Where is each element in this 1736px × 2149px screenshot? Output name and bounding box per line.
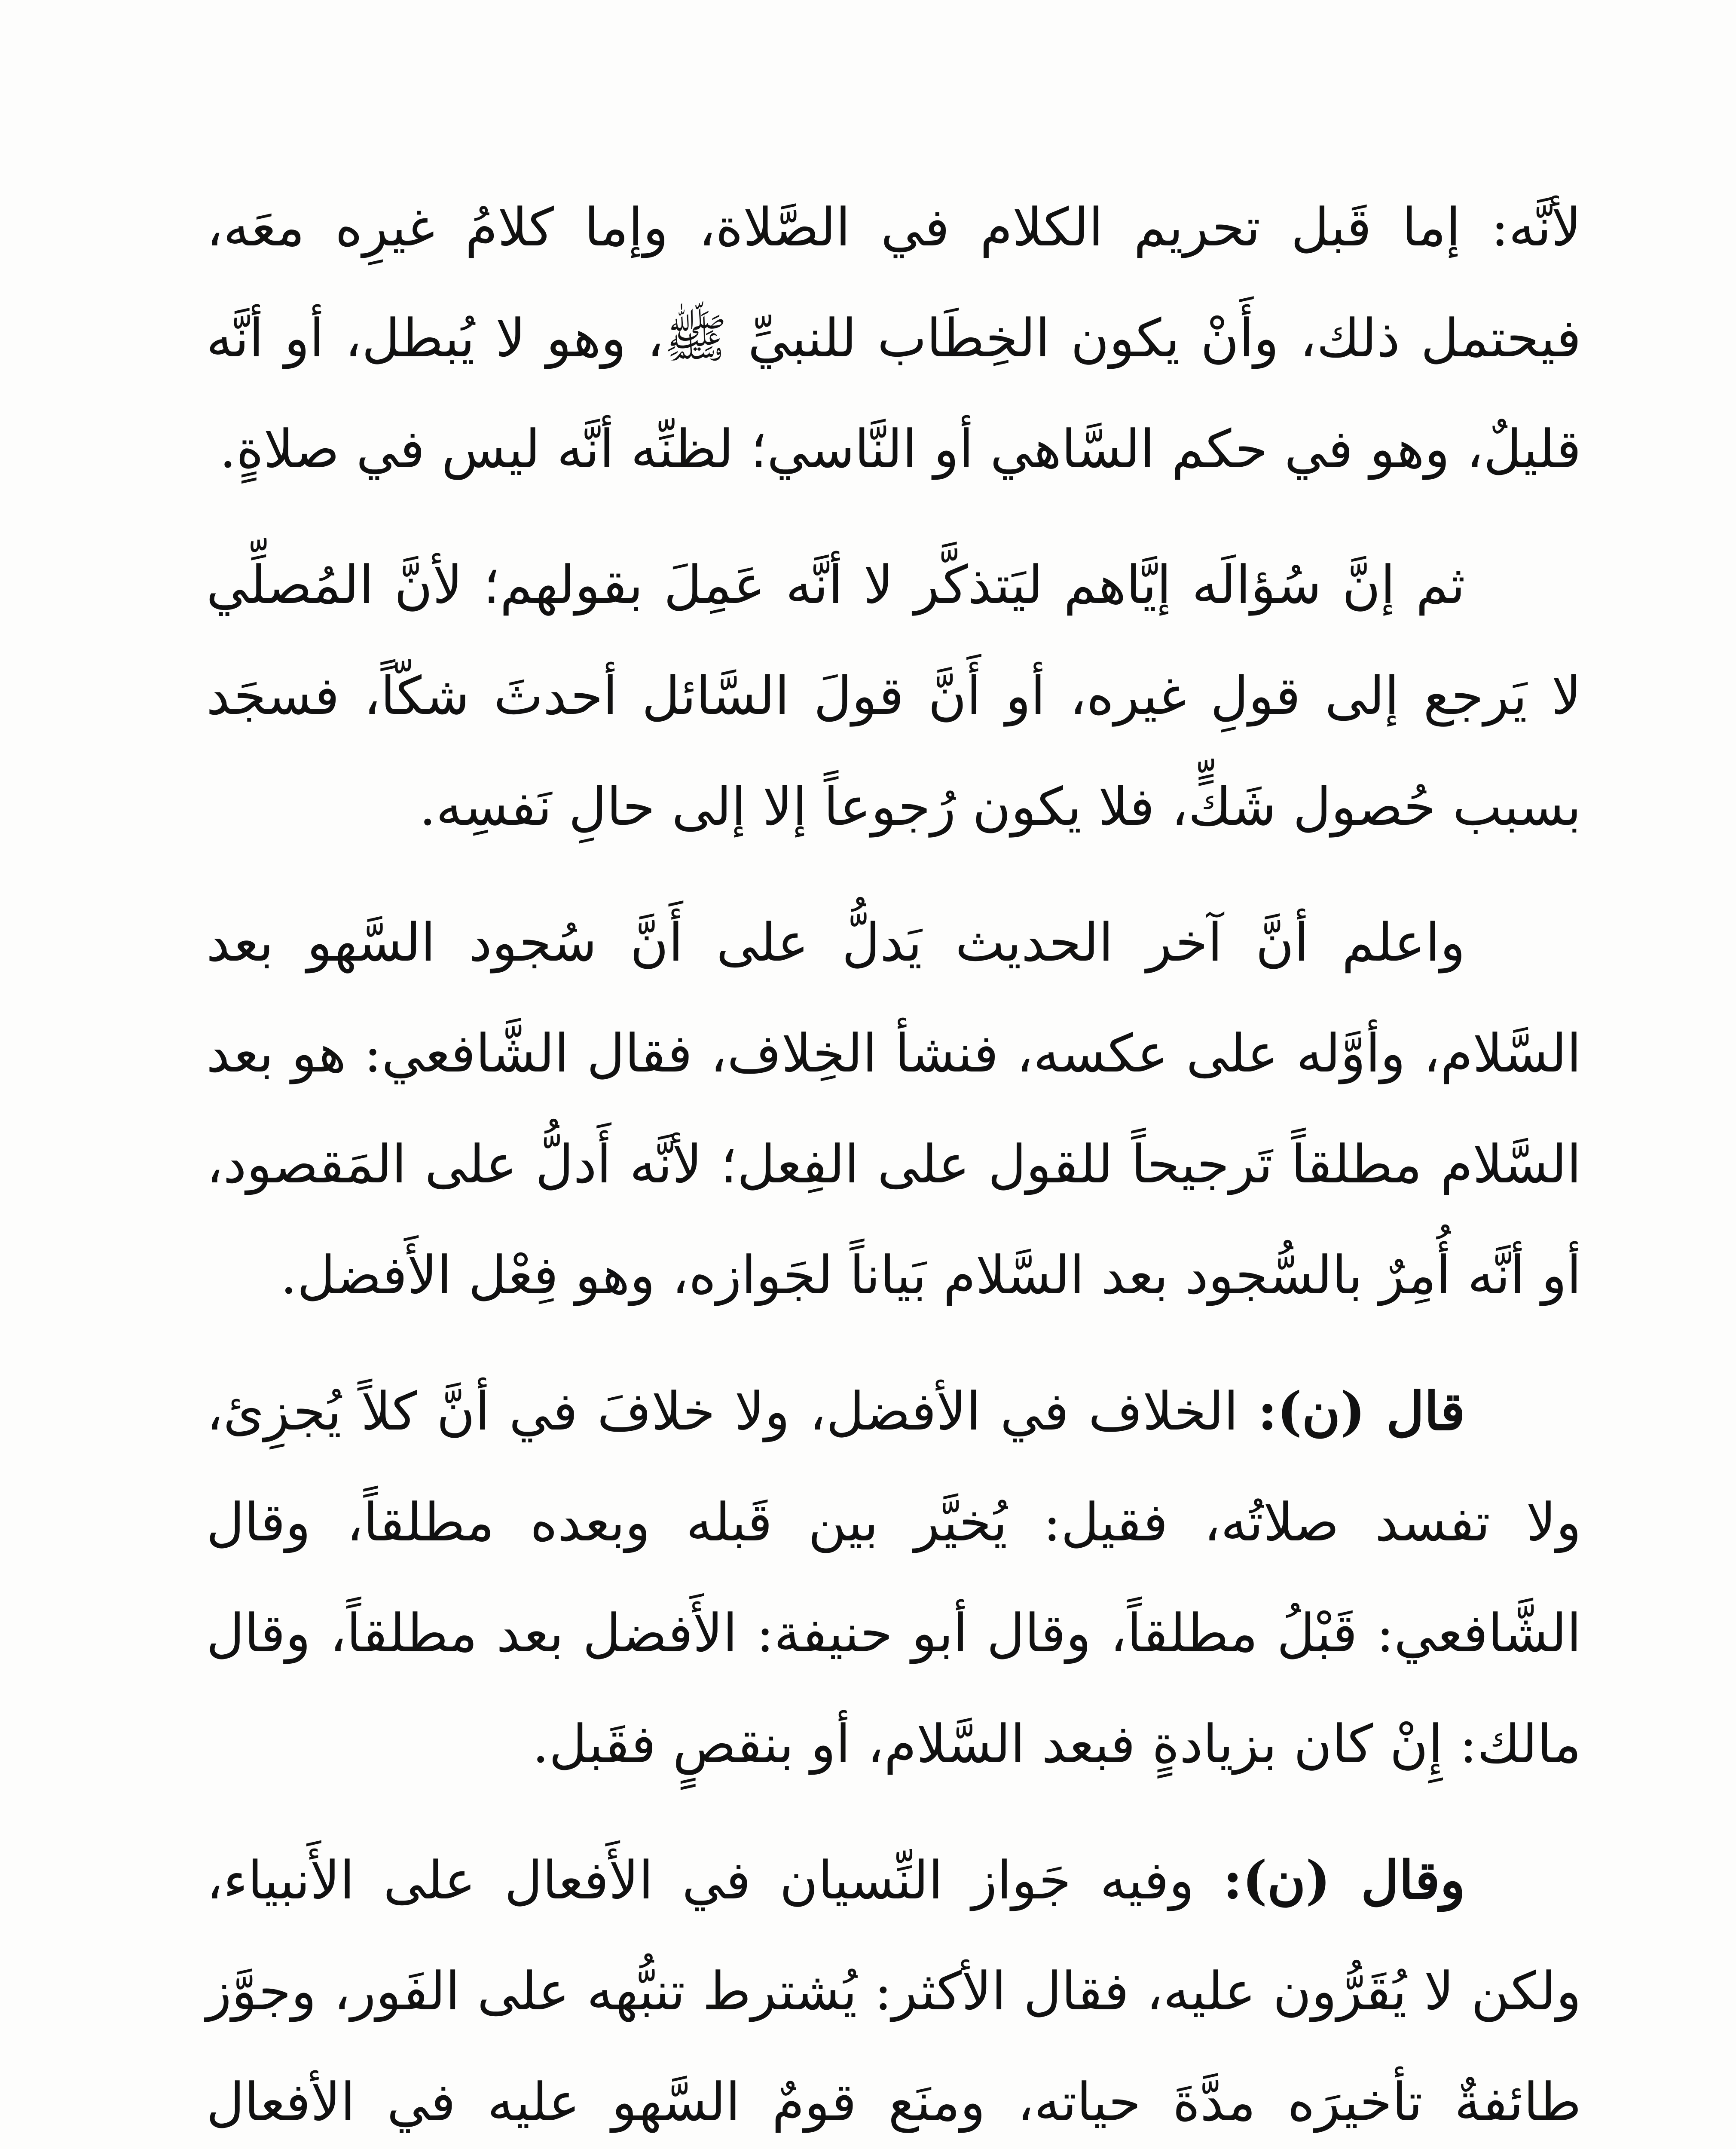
paragraph-1 bbox=[206, 172, 1581, 505]
paragraph-3-text: واعلم أنَّ آخر الحديث يَدلُّ على أَنَّ سُجود السَّهو بعد السَّلام، وأوَّله على عكسه، فنشأ الخِلاف، فقال الشَّافعي: هو بعد السَّلام مطلقاً تَرجيحاً للقول على الفِعل؛ لأنَّه أَدلُّ على المَقصود، أو أنَّه أُمِرٌ بالسُّجود بعد السَّلام بَياناً لجَوازه، وهو فِعْل الأَفضل. bbox=[206, 912, 1581, 1306]
paragraph-5-text: وفيه جَواز النِّسيان في الأَفعال على الأَنبياء، ولكن لا يُقَرُّون عليه، فقال الأكثر: يُشترط تنبُّهه على الفَور، وجوَّز طائفةٌ تأخيرَه مدَّةَ حياته، ومنَع قومٌ السَّهو عليه في الأفعال bbox=[206, 1850, 1581, 2133]
paragraph-2-text: ثم إنَّ سُؤالَه إيَّاهم ليَتذكَّر لا أنَّه عَمِلَ بقولهم؛ لأنَّ المُصلِّي لا يَرجع إلى قولِ غيره، أو أَنَّ قولَ السَّائل أحدثَ شكّاً، فسجَد بسبب حُصول شَكٍّ، فلا يكون رُجوعاً إلا إلى حالِ نَفسِه. bbox=[206, 554, 1581, 837]
paragraph-4-label: قال (ن): bbox=[1257, 1380, 1465, 1442]
paragraph-4-text: الخلاف في الأفضل، ولا خلافَ في أنَّ كلاً يُجزِئ، ولا تفسد صلاتُه، فقيل: يُخيَّر بين قَبله وبعده مطلقاً، وقال الشَّافعي: قَبْلُ مطلقاً، وقال أبو حنيفة: الأَفضل بعد مطلقاً، وقال مالك: إِنْ كان بزيادةٍ فبعد السَّلام، أو بنقصٍ فقَبل. bbox=[206, 1381, 1581, 1775]
paragraph-4 bbox=[206, 1356, 1581, 1800]
paragraph-2 bbox=[206, 530, 1581, 862]
paragraph-1-text: لأنَّه: إما قَبل تحريم الكلام في الصَّلاة، وإما كلامُ غيرِه معَه، فيحتمل ذلك، وأَنْ يكون الخِطَاب للنبيِّ ﷺ، وهو لا يُبطل، أو أنَّه قليلٌ، وهو في حكم السَّاهي أو النَّاسي؛ لظنِّه أنَّه ليس في صلاةٍ. bbox=[206, 197, 1581, 480]
paragraph-3 bbox=[206, 887, 1581, 1331]
body-text bbox=[206, 172, 1581, 2149]
paragraph-5-label: وقال (ن): bbox=[1223, 1849, 1465, 1911]
paragraph-5 bbox=[206, 1825, 1581, 2149]
